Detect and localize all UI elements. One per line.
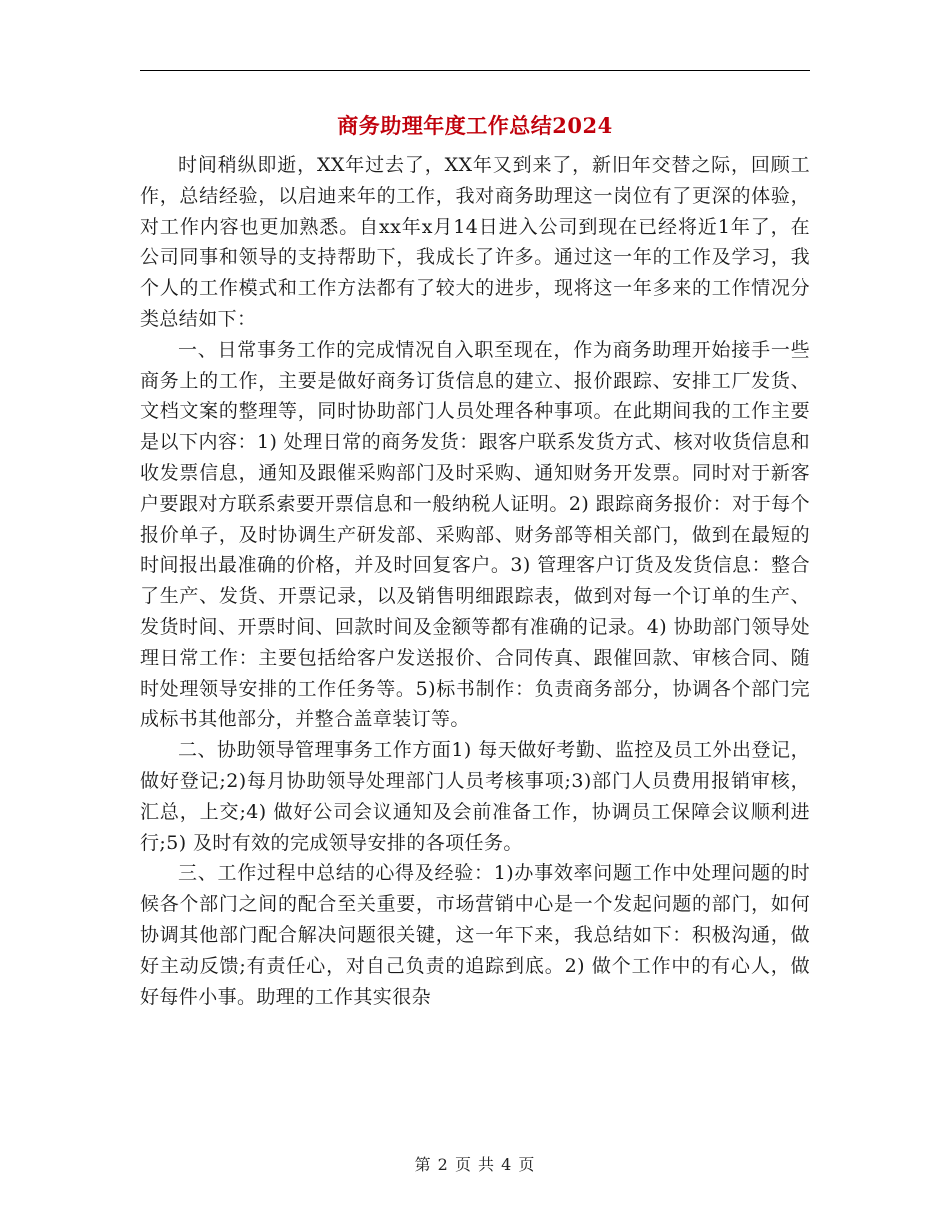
page-footer: 第 2 页 共 4 页 (414, 1155, 536, 1174)
paragraph-section-2: 二、协助领导管理事务工作方面1) 每天做好考勤、监控及员工外出登记，做好登记;2)每月协助领导处理部门人员考核事项;3)部门人员费用报销审核，汇总，上交;4) 做好公司会议通知及会前准备工作，协调员工保障会议顺利进行;5) 及时有效的完成领导安排的各项任务。 (140, 739, 810, 854)
paragraph-section-3: 三、工作过程中总结的心得及经验：1)办事效率问题工作中处理问题的时候各个部门之间的配合至关重要，市场营销中心是一个发起问题的部门，如何协调其他部门配合解决问题很关键，这一年下来，我总结如下：积极沟通，做好主动反馈;有责任心，对自己负责的追踪到底。2) 做个工作中的有心人，做好每件小事。助理的工作其实很杂 (140, 862, 810, 1008)
paragraph-section-1: 一、日常事务工作的完成情况自入职至现在，作为商务助理开始接手一些商务上的工作，主要是做好商务订货信息的建立、报价跟踪、安排工厂发货、文档文案的整理等，同时协助部门人员处理各种事项。在此期间我的工作主要是以下内容：1) 处理日常的商务发货：跟客户联系发货方式、核对收货信息和收发票信息，通知及跟催采购部门及时采购、通知财务开发票。同时对于新客户要跟对方联系索要开票信息和一般纳税人证明。2) 跟踪商务报价：对于每个报价单子，及时协调生产研发部、采购部、财务部等相关部门，做到在最短的时间报出最准确的价格，并及时回复客户。3) 管理客户订货及发货信息：整合了生产、发货、开票记录，以及销售明细跟踪表，做到对每一个订单的生产、发货时间、开票时间、回款时间及金额等都有准确的记录。4) 协助部门领导处理日常工作：主要包括给客户发送报价、合同传真、跟催回款、审核合同、随时处理领导安排的工作任务等。5)标书制作：负责商务部分，协调各个部门完成标书其他部分，并整合盖章装订等。 (140, 338, 810, 731)
page-title: 商务助理年度工作总结2024 (337, 113, 613, 138)
paragraph-intro: 时间稍纵即逝，XX年过去了，XX年又到来了，新旧年交替之际，回顾工作，总结经验，以启迪来年的工作，我对商务助理这一岗位有了更深的体验，对工作内容也更加熟悉。自xx年x月14日进入公司到现在已经将近1年了，在公司同事和领导的支持帮助下，我成长了许多。通过这一年的工作及学习，我个人的工作模式和工作方法都有了较大的进步，现将这一年多来的工作情况分类总结如下： (140, 154, 810, 330)
header-rule (140, 70, 810, 71)
document-body (140, 150, 810, 1012)
